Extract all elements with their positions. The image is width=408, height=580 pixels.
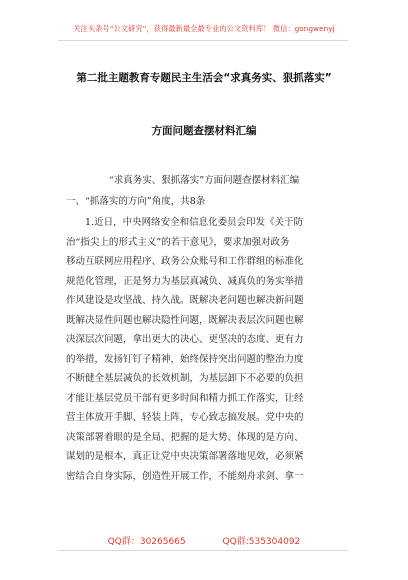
body-line: 移动互联网应用程序、政务公众账号和工作群组的标准化 bbox=[66, 256, 304, 267]
body-line: 谋划的是根本，真正让党中央决策部署落地见效，必须紧 bbox=[66, 451, 304, 462]
body-line: 作风建设是攻坚战、持久战。既解决老问题也解决新问题 bbox=[66, 295, 304, 306]
body-paragraph bbox=[66, 213, 342, 486]
body-line: 决策部署着眼的是全局、把握的是大势、体现的是方向、 bbox=[66, 431, 304, 443]
document-title-line-1: 第二批主题教育专题民主生活会“求真务实、狠抓落实” bbox=[76, 72, 332, 84]
promo-banner: 关注头条号“公文研究”，获得最新最全最专业的公文资料库！ 微信：gongwenyj bbox=[73, 24, 335, 33]
body-line: 既解决显性问题也解决隐性问题，既解决表层次问题也解 bbox=[66, 314, 304, 326]
footer-contacts bbox=[0, 534, 408, 547]
body-line: 的举措，发扬钉钉子精神，始终保持突出问题的整治力度 bbox=[66, 353, 304, 365]
document-subtitle: “求真务实、狠抓落实”方面问题查摆材料汇编 bbox=[108, 175, 300, 186]
body-line: 治“指尖上的形式主义”的若干意见》，要求加强对政务 bbox=[66, 236, 290, 248]
footer-qq-group-1: QQ群：30265665 bbox=[107, 537, 186, 547]
body-line: 1.近日，中央网络安全和信息化委员会印发《关于防 bbox=[85, 217, 304, 228]
body-line: 决深层次问题，拿出更大的决心、更坚决的态度、更有力 bbox=[66, 334, 304, 345]
body-line: 规范化管理，正是努力为基层真减负、减真负的务实举措 bbox=[66, 275, 304, 287]
document-title-line-2: 方面问题查摆材料汇编 bbox=[151, 125, 257, 137]
body-line: 密结合自身实际，创造性开展工作，不能刻舟求剑、拿一 bbox=[66, 470, 304, 482]
body-line: 不断健全基层减负的长效机制，为基层卸下不必要的负担 bbox=[66, 373, 304, 384]
body-line: 营主体放开手脚、轻装上阵，专心致志搞发展。党中央的 bbox=[66, 412, 304, 423]
footer-qq-group-2: QQ群:535304092 bbox=[222, 537, 301, 547]
header-divider bbox=[58, 40, 348, 41]
footer-divider bbox=[58, 550, 348, 551]
section-heading: 一、“抓落实的方向”角度，共8条 bbox=[66, 196, 206, 207]
body-line: 才能让基层党员干部有更多时间和精力抓工作落实，让经 bbox=[66, 392, 304, 404]
